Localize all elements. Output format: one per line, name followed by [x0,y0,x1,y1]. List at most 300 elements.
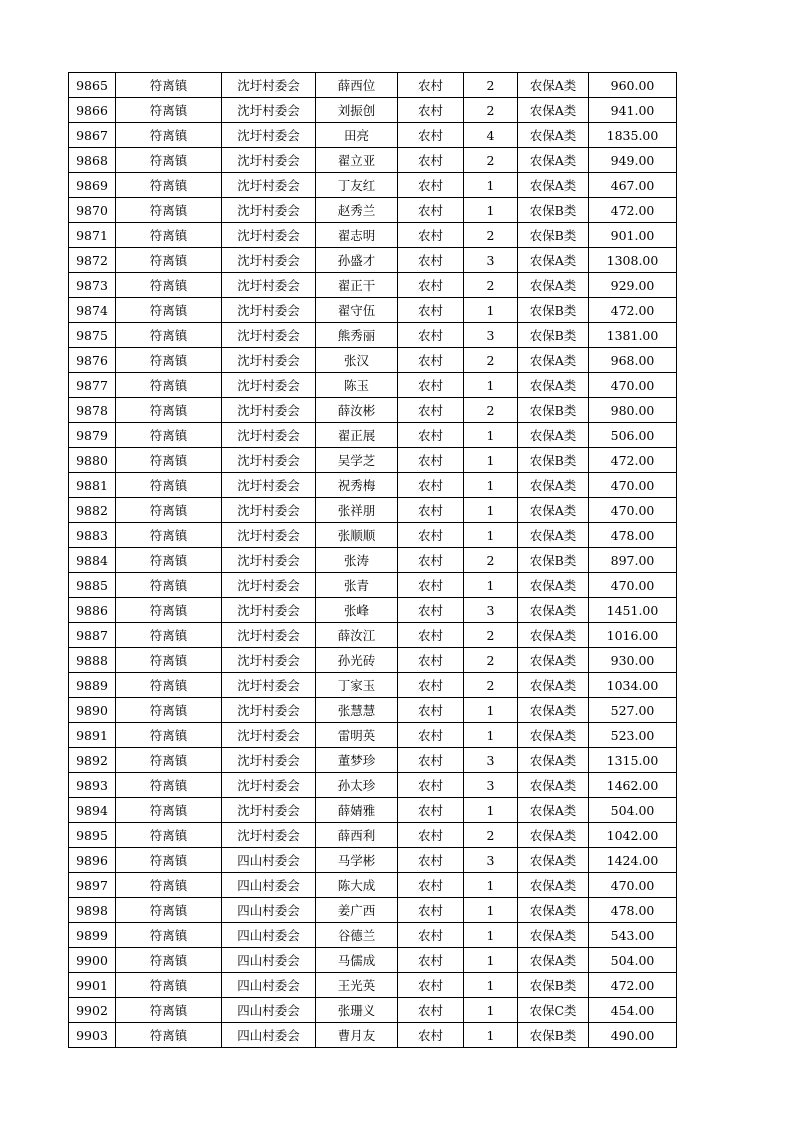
town-cell: 符离镇 [116,123,222,148]
household-type-cell: 农村 [398,298,464,323]
name-cell: 刘振创 [316,98,398,123]
name-cell: 雷明英 [316,723,398,748]
village-committee-cell: 四山村委会 [222,848,316,873]
village-committee-cell: 沈圩村委会 [222,398,316,423]
household-type-cell: 农村 [398,623,464,648]
record-number-cell: 9886 [69,598,116,623]
name-cell: 曹月友 [316,1023,398,1048]
household-type-cell: 农村 [398,773,464,798]
insurance-category-cell: 农保A类 [518,848,589,873]
family-size-cell: 1 [464,898,518,923]
name-cell: 张峰 [316,598,398,623]
amount-cell: 968.00 [589,348,677,373]
name-cell: 张青 [316,573,398,598]
town-cell: 符离镇 [116,298,222,323]
table-row [69,73,677,98]
record-number-cell: 9879 [69,423,116,448]
town-cell: 符离镇 [116,573,222,598]
town-cell: 符离镇 [116,823,222,848]
village-committee-cell: 沈圩村委会 [222,248,316,273]
name-cell: 薛汝彬 [316,398,398,423]
family-size-cell: 3 [464,848,518,873]
table-row [69,373,677,398]
name-cell: 丁家玉 [316,673,398,698]
insurance-category-cell: 农保B类 [518,223,589,248]
insurance-category-cell: 农保A类 [518,273,589,298]
table-row [69,223,677,248]
insurance-category-cell: 农保A类 [518,898,589,923]
household-type-cell: 农村 [398,1023,464,1048]
household-type-cell: 农村 [398,723,464,748]
insurance-category-cell: 农保A类 [518,123,589,148]
town-cell: 符离镇 [116,473,222,498]
record-number-cell: 9895 [69,823,116,848]
amount-cell: 478.00 [589,898,677,923]
record-number-cell: 9871 [69,223,116,248]
amount-cell: 467.00 [589,173,677,198]
family-size-cell: 3 [464,323,518,348]
family-size-cell: 2 [464,348,518,373]
table-row [69,448,677,473]
village-committee-cell: 沈圩村委会 [222,448,316,473]
table-row [69,798,677,823]
town-cell: 符离镇 [116,373,222,398]
insurance-category-cell: 农保A类 [518,248,589,273]
amount-cell: 1835.00 [589,123,677,148]
family-size-cell: 2 [464,73,518,98]
table-row [69,423,677,448]
household-type-cell: 农村 [398,148,464,173]
family-size-cell: 1 [464,1023,518,1048]
amount-cell: 472.00 [589,198,677,223]
amount-cell: 1462.00 [589,773,677,798]
household-type-cell: 农村 [398,848,464,873]
family-size-cell: 1 [464,198,518,223]
name-cell: 张祥朋 [316,498,398,523]
household-type-cell: 农村 [398,923,464,948]
table-row [69,1023,677,1048]
amount-cell: 454.00 [589,998,677,1023]
household-type-cell: 农村 [398,323,464,348]
town-cell: 符离镇 [116,348,222,373]
village-committee-cell: 沈圩村委会 [222,198,316,223]
village-committee-cell: 沈圩村委会 [222,523,316,548]
town-cell: 符离镇 [116,248,222,273]
town-cell: 符离镇 [116,973,222,998]
amount-cell: 472.00 [589,973,677,998]
village-committee-cell: 沈圩村委会 [222,773,316,798]
village-committee-cell: 四山村委会 [222,898,316,923]
record-number-cell: 9877 [69,373,116,398]
amount-cell: 506.00 [589,423,677,448]
amount-cell: 960.00 [589,73,677,98]
record-number-cell: 9890 [69,698,116,723]
record-number-cell: 9891 [69,723,116,748]
table-row [69,698,677,723]
insurance-category-cell: 农保A类 [518,648,589,673]
amount-cell: 941.00 [589,98,677,123]
name-cell: 王光英 [316,973,398,998]
name-cell: 谷德兰 [316,923,398,948]
amount-cell: 929.00 [589,273,677,298]
insurance-category-cell: 农保A类 [518,173,589,198]
insurance-category-cell: 农保A类 [518,598,589,623]
amount-cell: 543.00 [589,923,677,948]
insurance-category-cell: 农保A类 [518,798,589,823]
record-number-cell: 9888 [69,648,116,673]
family-size-cell: 1 [464,998,518,1023]
town-cell: 符离镇 [116,173,222,198]
family-size-cell: 2 [464,273,518,298]
household-type-cell: 农村 [398,998,464,1023]
table-row [69,473,677,498]
table-row [69,623,677,648]
village-committee-cell: 沈圩村委会 [222,98,316,123]
table-row [69,948,677,973]
town-cell: 符离镇 [116,423,222,448]
record-number-cell: 9880 [69,448,116,473]
village-committee-cell: 沈圩村委会 [222,323,316,348]
name-cell: 董梦珍 [316,748,398,773]
amount-cell: 949.00 [589,148,677,173]
town-cell: 符离镇 [116,98,222,123]
table-row [69,198,677,223]
village-committee-cell: 四山村委会 [222,948,316,973]
table-row [69,773,677,798]
household-type-cell: 农村 [398,198,464,223]
town-cell: 符离镇 [116,523,222,548]
village-committee-cell: 沈圩村委会 [222,573,316,598]
amount-cell: 527.00 [589,698,677,723]
household-type-cell: 农村 [398,648,464,673]
record-number-cell: 9894 [69,798,116,823]
village-committee-cell: 沈圩村委会 [222,173,316,198]
town-cell: 符离镇 [116,773,222,798]
record-number-cell: 9884 [69,548,116,573]
record-number-cell: 9876 [69,348,116,373]
town-cell: 符离镇 [116,448,222,473]
table-row [69,298,677,323]
data-table [68,72,677,1048]
family-size-cell: 2 [464,398,518,423]
village-committee-cell: 沈圩村委会 [222,348,316,373]
household-type-cell: 农村 [398,498,464,523]
amount-cell: 1042.00 [589,823,677,848]
insurance-category-cell: 农保B类 [518,198,589,223]
town-cell: 符离镇 [116,873,222,898]
village-committee-cell: 沈圩村委会 [222,823,316,848]
insurance-category-cell: 农保A类 [518,698,589,723]
household-type-cell: 农村 [398,523,464,548]
record-number-cell: 9900 [69,948,116,973]
record-number-cell: 9866 [69,98,116,123]
record-number-cell: 9893 [69,773,116,798]
family-size-cell: 3 [464,773,518,798]
village-committee-cell: 沈圩村委会 [222,273,316,298]
insurance-category-cell: 农保A类 [518,948,589,973]
household-type-cell: 农村 [398,673,464,698]
name-cell: 孙光砖 [316,648,398,673]
name-cell: 田亮 [316,123,398,148]
family-size-cell: 2 [464,623,518,648]
family-size-cell: 2 [464,98,518,123]
insurance-category-cell: 农保A类 [518,423,589,448]
insurance-category-cell: 农保B类 [518,323,589,348]
insurance-category-cell: 农保C类 [518,998,589,1023]
name-cell: 薛西利 [316,823,398,848]
town-cell: 符离镇 [116,848,222,873]
name-cell: 薛汝江 [316,623,398,648]
table-row [69,248,677,273]
insurance-category-cell: 农保A类 [518,573,589,598]
record-number-cell: 9881 [69,473,116,498]
name-cell: 翟守伍 [316,298,398,323]
name-cell: 张珊义 [316,998,398,1023]
family-size-cell: 1 [464,523,518,548]
name-cell: 马儒成 [316,948,398,973]
record-number-cell: 9897 [69,873,116,898]
village-committee-cell: 沈圩村委会 [222,698,316,723]
insurance-category-cell: 农保A类 [518,873,589,898]
village-committee-cell: 沈圩村委会 [222,598,316,623]
amount-cell: 980.00 [589,398,677,423]
family-size-cell: 2 [464,548,518,573]
household-type-cell: 农村 [398,473,464,498]
town-cell: 符离镇 [116,398,222,423]
amount-cell: 470.00 [589,373,677,398]
record-number-cell: 9874 [69,298,116,323]
amount-cell: 1424.00 [589,848,677,873]
village-committee-cell: 四山村委会 [222,998,316,1023]
record-number-cell: 9889 [69,673,116,698]
amount-cell: 472.00 [589,298,677,323]
table-row [69,323,677,348]
amount-cell: 490.00 [589,1023,677,1048]
family-size-cell: 3 [464,598,518,623]
name-cell: 张慧慧 [316,698,398,723]
amount-cell: 1381.00 [589,323,677,348]
family-size-cell: 4 [464,123,518,148]
family-size-cell: 1 [464,923,518,948]
table-row [69,748,677,773]
name-cell: 姜广西 [316,898,398,923]
insurance-category-cell: 农保A类 [518,373,589,398]
village-committee-cell: 四山村委会 [222,923,316,948]
insurance-category-cell: 农保A类 [518,748,589,773]
town-cell: 符离镇 [116,998,222,1023]
amount-cell: 470.00 [589,498,677,523]
household-type-cell: 农村 [398,898,464,923]
record-number-cell: 9887 [69,623,116,648]
name-cell: 薛西位 [316,73,398,98]
record-number-cell: 9892 [69,748,116,773]
name-cell: 孙盛才 [316,248,398,273]
record-number-cell: 9868 [69,148,116,173]
household-type-cell: 农村 [398,348,464,373]
table-row [69,98,677,123]
amount-cell: 930.00 [589,648,677,673]
town-cell: 符离镇 [116,598,222,623]
amount-cell: 1016.00 [589,623,677,648]
amount-cell: 472.00 [589,448,677,473]
village-committee-cell: 四山村委会 [222,1023,316,1048]
family-size-cell: 1 [464,723,518,748]
family-size-cell: 1 [464,573,518,598]
name-cell: 马学彬 [316,848,398,873]
name-cell: 赵秀兰 [316,198,398,223]
family-size-cell: 2 [464,823,518,848]
table-row [69,673,677,698]
insurance-category-cell: 农保A类 [518,523,589,548]
record-number-cell: 9870 [69,198,116,223]
household-type-cell: 农村 [398,698,464,723]
family-size-cell: 1 [464,698,518,723]
amount-cell: 1315.00 [589,748,677,773]
village-committee-cell: 四山村委会 [222,973,316,998]
family-size-cell: 1 [464,473,518,498]
insurance-category-cell: 农保A类 [518,723,589,748]
name-cell: 熊秀丽 [316,323,398,348]
record-number-cell: 9883 [69,523,116,548]
name-cell: 张顺顺 [316,523,398,548]
amount-cell: 470.00 [589,873,677,898]
name-cell: 孙太珍 [316,773,398,798]
amount-cell: 523.00 [589,723,677,748]
amount-cell: 478.00 [589,523,677,548]
household-type-cell: 农村 [398,73,464,98]
household-type-cell: 农村 [398,823,464,848]
table-row [69,523,677,548]
household-type-cell: 农村 [398,973,464,998]
household-type-cell: 农村 [398,398,464,423]
table-row [69,973,677,998]
amount-cell: 1451.00 [589,598,677,623]
insurance-category-cell: 农保B类 [518,548,589,573]
insurance-category-cell: 农保B类 [518,398,589,423]
family-size-cell: 1 [464,798,518,823]
village-committee-cell: 沈圩村委会 [222,723,316,748]
name-cell: 翟志明 [316,223,398,248]
town-cell: 符离镇 [116,923,222,948]
family-size-cell: 1 [464,873,518,898]
table-row [69,873,677,898]
table-row [69,273,677,298]
village-committee-cell: 沈圩村委会 [222,498,316,523]
table-row [69,723,677,748]
household-type-cell: 农村 [398,223,464,248]
household-type-cell: 农村 [398,173,464,198]
insurance-category-cell: 农保B类 [518,973,589,998]
table-row [69,848,677,873]
family-size-cell: 3 [464,248,518,273]
table-row [69,123,677,148]
name-cell: 丁友红 [316,173,398,198]
table-row [69,823,677,848]
table-row [69,148,677,173]
town-cell: 符离镇 [116,498,222,523]
village-committee-cell: 沈圩村委会 [222,673,316,698]
record-number-cell: 9903 [69,1023,116,1048]
name-cell: 陈大成 [316,873,398,898]
household-type-cell: 农村 [398,373,464,398]
amount-cell: 504.00 [589,798,677,823]
family-size-cell: 1 [464,448,518,473]
village-committee-cell: 沈圩村委会 [222,798,316,823]
record-number-cell: 9873 [69,273,116,298]
record-number-cell: 9898 [69,898,116,923]
town-cell: 符离镇 [116,798,222,823]
table-row [69,598,677,623]
town-cell: 符离镇 [116,198,222,223]
town-cell: 符离镇 [116,898,222,923]
insurance-category-cell: 农保A类 [518,673,589,698]
village-committee-cell: 沈圩村委会 [222,748,316,773]
name-cell: 张涛 [316,548,398,573]
insurance-category-cell: 农保B类 [518,448,589,473]
village-committee-cell: 沈圩村委会 [222,298,316,323]
household-type-cell: 农村 [398,123,464,148]
town-cell: 符离镇 [116,323,222,348]
insurance-category-cell: 农保A类 [518,773,589,798]
name-cell: 薛婧雅 [316,798,398,823]
name-cell: 陈玉 [316,373,398,398]
family-size-cell: 1 [464,973,518,998]
household-type-cell: 农村 [398,598,464,623]
table-row [69,398,677,423]
insurance-category-cell: 农保A类 [518,473,589,498]
town-cell: 符离镇 [116,623,222,648]
table-row [69,548,677,573]
family-size-cell: 2 [464,148,518,173]
name-cell: 吴学芝 [316,448,398,473]
village-committee-cell: 沈圩村委会 [222,73,316,98]
village-committee-cell: 沈圩村委会 [222,623,316,648]
family-size-cell: 1 [464,373,518,398]
household-type-cell: 农村 [398,248,464,273]
family-size-cell: 1 [464,498,518,523]
household-type-cell: 农村 [398,98,464,123]
village-committee-cell: 沈圩村委会 [222,473,316,498]
household-type-cell: 农村 [398,273,464,298]
table-row [69,998,677,1023]
table-row [69,648,677,673]
record-number-cell: 9882 [69,498,116,523]
family-size-cell: 1 [464,423,518,448]
record-number-cell: 9901 [69,973,116,998]
record-number-cell: 9867 [69,123,116,148]
household-type-cell: 农村 [398,548,464,573]
insurance-category-cell: 农保A类 [518,623,589,648]
town-cell: 符离镇 [116,948,222,973]
family-size-cell: 1 [464,173,518,198]
record-number-cell: 9902 [69,998,116,1023]
name-cell: 张汉 [316,348,398,373]
village-committee-cell: 四山村委会 [222,873,316,898]
family-size-cell: 2 [464,673,518,698]
record-number-cell: 9899 [69,923,116,948]
town-cell: 符离镇 [116,73,222,98]
insurance-category-cell: 农保A类 [518,823,589,848]
table-row [69,898,677,923]
insurance-category-cell: 农保A类 [518,923,589,948]
town-cell: 符离镇 [116,673,222,698]
table-row [69,498,677,523]
town-cell: 符离镇 [116,648,222,673]
town-cell: 符离镇 [116,223,222,248]
amount-cell: 897.00 [589,548,677,573]
town-cell: 符离镇 [116,148,222,173]
insurance-category-cell: 农保A类 [518,348,589,373]
